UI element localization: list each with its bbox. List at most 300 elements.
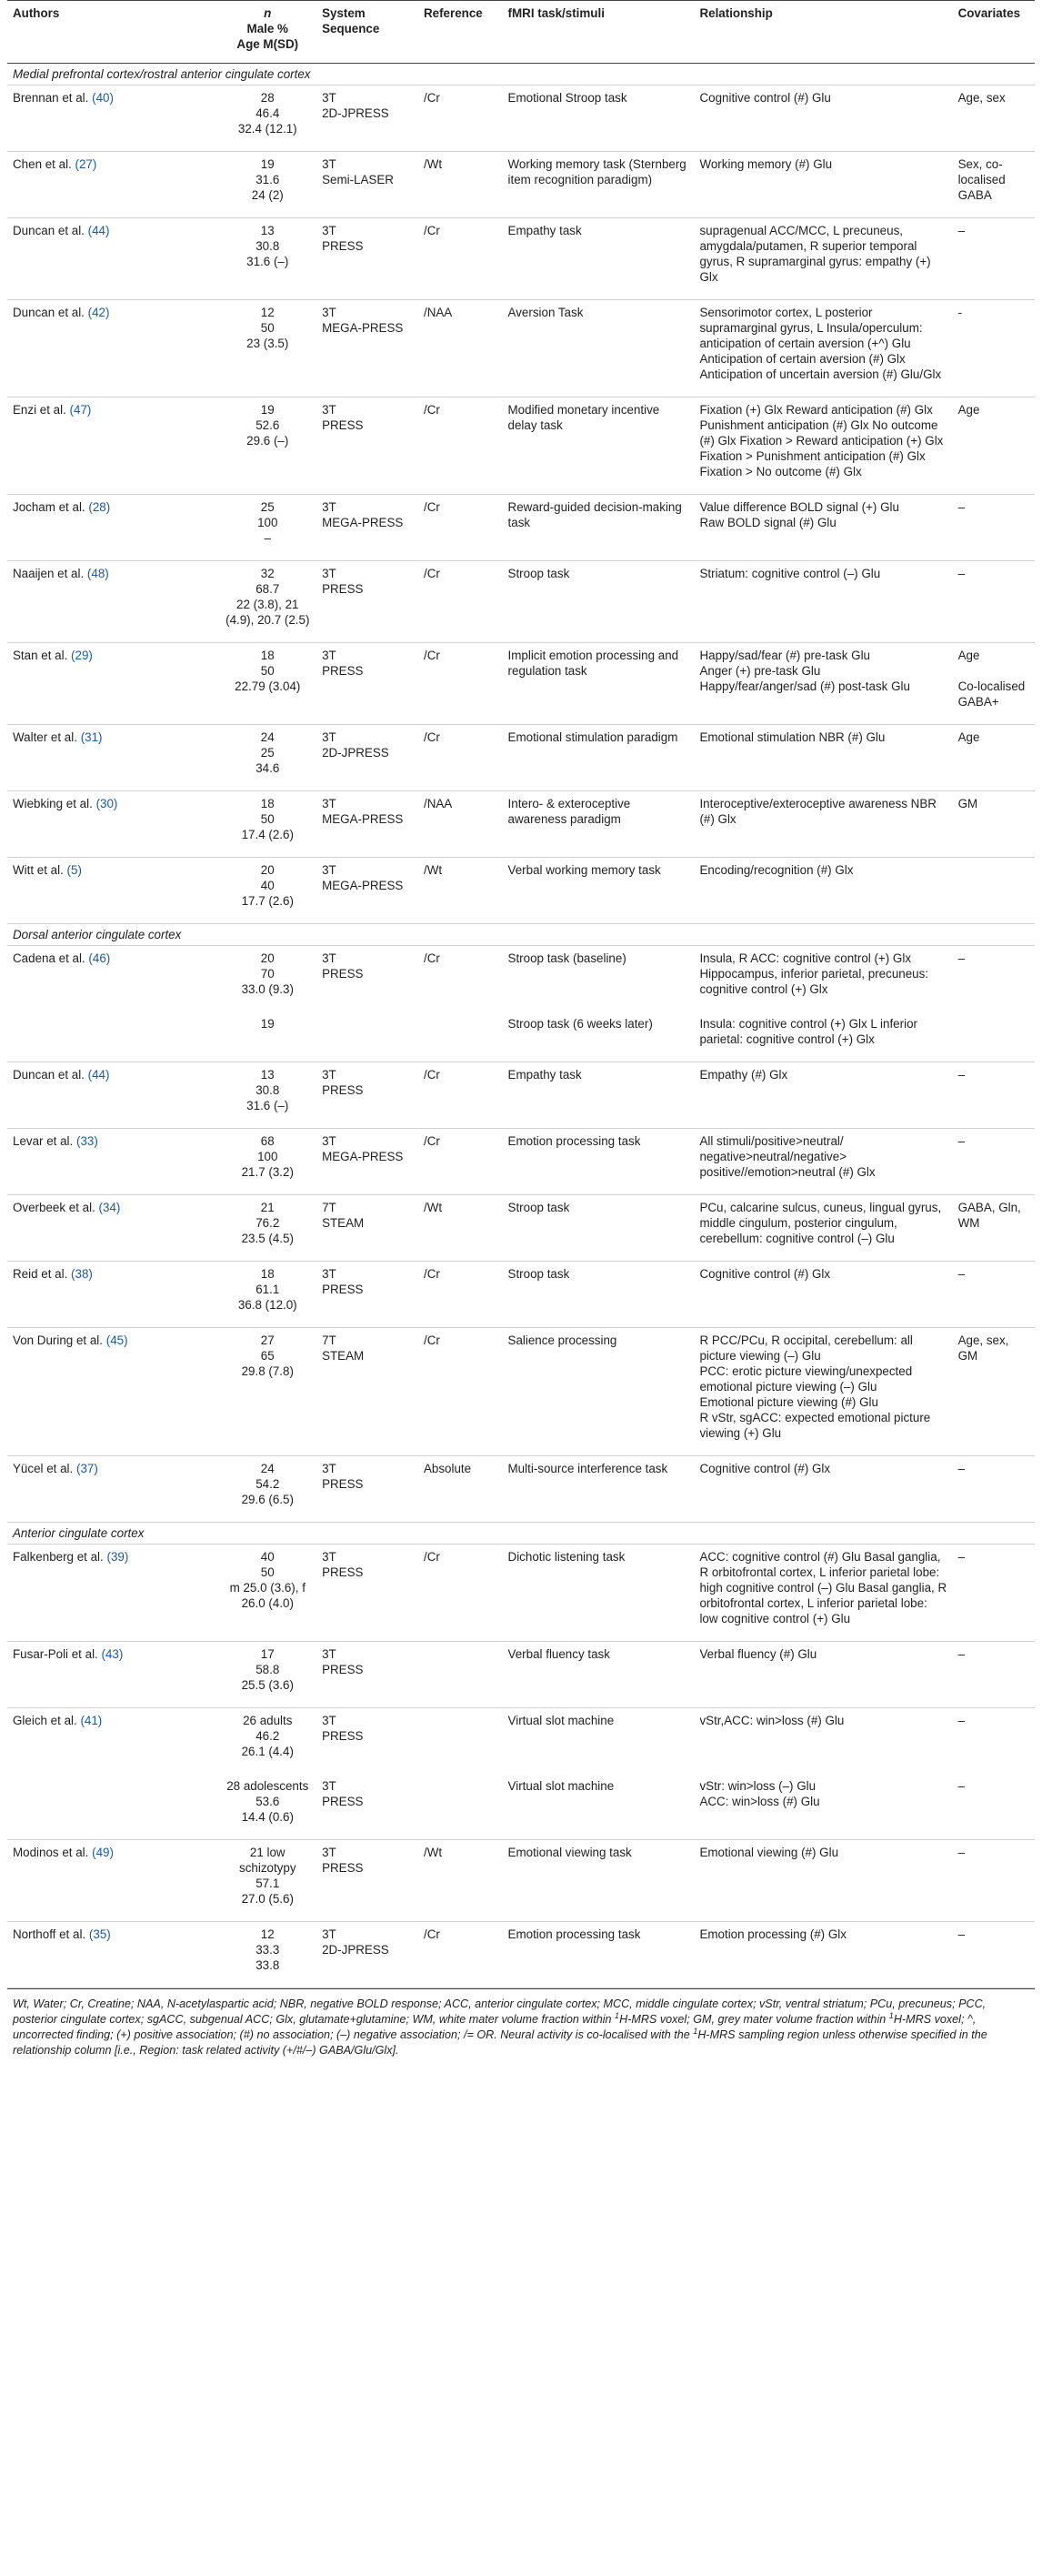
cell-sample (218, 1456, 316, 1523)
author-name: Brennan et al. (13, 91, 89, 105)
cell-relationship: Emotional stimulation NBR (#) Glu (694, 725, 952, 791)
cell-system (316, 791, 418, 858)
cell-system (316, 300, 418, 397)
cell-reference: /Cr (418, 495, 503, 561)
citation-link[interactable]: (39) (106, 1550, 129, 1564)
cell-relationship: vStr: win>loss (–) Glu ACC: win>loss (#) Glu (694, 1774, 952, 1840)
cell-system (316, 1195, 418, 1262)
citation-link[interactable]: (37) (75, 1462, 98, 1475)
cell-author (7, 397, 218, 495)
system-field: 3T (322, 951, 336, 965)
header-n: n (264, 6, 272, 20)
system-field: 7T (322, 1201, 336, 1214)
sequence-field: MEGA-PRESS (322, 516, 404, 529)
footnote-sup1: 1 (615, 2010, 620, 2020)
cell-covariates: GABA, Gln, WM (953, 1195, 1035, 1262)
cell-covariates: Sex, co-localised GABA (953, 152, 1035, 218)
cell-system (316, 1922, 418, 1988)
cell-system (316, 1062, 418, 1129)
sequence-field: 2D-JPRESS (322, 106, 389, 120)
citation-link[interactable]: (35) (88, 1927, 111, 1941)
cell-system (316, 86, 418, 152)
sample-n: 19 (260, 157, 275, 171)
system-field: 3T (322, 403, 336, 417)
cell-author (7, 1129, 218, 1195)
header-sequence-label: Sequence (322, 22, 380, 35)
citation-link[interactable]: (28) (88, 500, 111, 514)
table-row (7, 86, 1035, 152)
cell-author (7, 1062, 218, 1129)
table-row (7, 1129, 1035, 1195)
footnote-part1: Wt, Water; Cr, Creatine; NAA, N-acetylaspartic acid; NBR, negative BOLD response; ACC, anterior cingulate cortex; MCC, middle cingulate cortex; vStr, ventral striatum; PCu, precuneus; PCC, posterior cingulate cortex; sgACC, subgenual ACC; Glx, glutamate+glutamine; WM, white mater volume fraction within (13, 1997, 987, 2026)
system-field: 3T (322, 649, 336, 662)
cell-sample (218, 300, 316, 397)
section-row (7, 64, 1035, 86)
cell-relationship: ACC: cognitive control (#) Glu Basal ganglia, R orbitofrontal cortex, L inferior parietal lobe: high cognitive control (–) Glu Basal ganglia, R orbitofrontal cortex, L inferior parietal lobe: low cognitive control (+) Glu (694, 1545, 952, 1642)
sequence-field: PRESS (322, 664, 364, 678)
cell-reference: /Cr (418, 397, 503, 495)
table-row (7, 858, 1035, 924)
sample-age: 23 (3.5) (246, 337, 289, 350)
sample-male-pct: 50 (260, 1565, 275, 1579)
author-name: Wiebking et al. (13, 797, 93, 810)
cell-system (316, 397, 418, 495)
cell-covariates: – (953, 1545, 1035, 1642)
cell-relationship: Working memory (#) Glu (694, 152, 952, 218)
citation-link[interactable]: (48) (86, 567, 109, 580)
citation-link[interactable]: (5) (66, 863, 82, 877)
cell-reference: /NAA (418, 300, 503, 397)
author-name: Duncan et al. (13, 224, 85, 237)
header-authors: Authors (7, 1, 218, 64)
table-row (7, 561, 1035, 643)
sample-n: 40 (260, 1550, 275, 1564)
sample-male-pct: 100 (257, 1150, 278, 1163)
system-field: 3T (322, 1927, 336, 1941)
cell-reference: Absolute (418, 1456, 503, 1523)
table-row (7, 1328, 1035, 1456)
system-field: 3T (322, 224, 336, 237)
sequence-field: PRESS (322, 1861, 364, 1875)
citation-link[interactable]: (30) (95, 797, 118, 810)
cell-reference: /Cr (418, 1545, 503, 1642)
author-name: Witt et al. (13, 863, 64, 877)
sample-age: 14.4 (0.6) (241, 1810, 294, 1824)
cell-author (7, 1708, 218, 1775)
cell-relationship: Cognitive control (#) Glu (694, 86, 952, 152)
table-row (7, 1262, 1035, 1328)
results-table (7, 0, 1035, 1988)
author-name: Gleich et al. (13, 1714, 77, 1727)
sample-n: 19 (260, 1017, 275, 1031)
cell-sample (218, 1062, 316, 1129)
sample-male-pct: 46.2 (255, 1729, 280, 1743)
cell-task: Stroop task (503, 1195, 695, 1262)
table-row (7, 1642, 1035, 1708)
cell-relationship: Insula, R ACC: cognitive control (+) Glx Hippocampus, inferior parietal, precuneus: cognitive control (+) Glx (699, 951, 929, 996)
citation-link[interactable]: (27) (75, 157, 97, 171)
section-title: Dorsal anterior cingulate cortex (7, 924, 1035, 946)
footnote-part4: H-MRS sampling region unless otherwise specified in the relationship column [i.e., Region: task related activity (+/#/–) GABA/Glu/Glx]. (13, 2028, 987, 2057)
cell-system (316, 218, 418, 300)
cell-covariates: – (957, 951, 966, 965)
cell-sample (218, 1545, 316, 1642)
author-name: Stan et al. (13, 649, 68, 662)
cell-task: Virtual slot machine (507, 1714, 615, 1727)
cell-sample (218, 725, 316, 791)
header-reference: Reference (418, 1, 503, 64)
cell-author (7, 495, 218, 561)
author-name: Jocham et al. (13, 500, 85, 514)
sample-age: 27.0 (5.6) (241, 1892, 294, 1906)
system-field: 3T (322, 1550, 336, 1564)
sequence-field: PRESS (322, 1283, 364, 1296)
cell-system (316, 152, 418, 218)
author-name: Naaijen et al. (13, 567, 85, 580)
cell-sample (218, 1195, 316, 1262)
cell-sample (218, 858, 316, 924)
cell-author (7, 1922, 218, 1988)
section-title: Medial prefrontal cortex/rostral anterior cingulate cortex (7, 64, 1035, 86)
cell-author (7, 1642, 218, 1708)
cell-covariates: – (953, 218, 1035, 300)
sample-age: 29.8 (7.8) (241, 1364, 294, 1378)
citation-link[interactable]: (47) (69, 403, 92, 417)
system-field: 3T (322, 91, 336, 105)
author-name: Walter et al. (13, 730, 77, 744)
system-field: 3T (322, 157, 336, 171)
sample-n: 13 (260, 1068, 275, 1082)
cell-system (316, 1129, 418, 1195)
cell-covariates: – (953, 1840, 1035, 1922)
sample-age: 23.5 (4.5) (241, 1232, 294, 1245)
cell-task: Emotional viewing task (503, 1840, 695, 1922)
cell-sample (218, 1262, 316, 1328)
cell-covariates: – (953, 561, 1035, 643)
sample-male-pct: 50 (260, 812, 275, 826)
cell-reference: /Wt (418, 1840, 503, 1922)
sample-age: 36.8 (12.0) (237, 1298, 297, 1312)
section-title: Anterior cingulate cortex (7, 1523, 1035, 1545)
citation-link[interactable]: (49) (92, 1846, 114, 1859)
system-field: 3T (322, 730, 336, 744)
sample-age: 34.6 (255, 761, 280, 775)
citation-link[interactable]: (33) (75, 1134, 98, 1148)
footnote-part3: H-MRS voxel; ^, uncorrected finding; (+) positive association; (#) no association; (–) negative association; /= OR. Neural activity is co-localised with the (13, 2013, 977, 2041)
cell-relationship: Cognitive control (#) Glx (694, 1456, 952, 1523)
cell-covariates: – (953, 1262, 1035, 1328)
system-field: 3T (322, 500, 336, 514)
cell-reference (418, 1011, 503, 1062)
cell-task: Emotional Stroop task (503, 86, 695, 152)
cell-relationship: Interoceptive/exteroceptive awareness NBR (#) Glx (694, 791, 952, 858)
cell-covariates: Age (953, 725, 1035, 791)
sequence-field: STEAM (322, 1216, 365, 1230)
sample-age: 31.6 (–) (246, 1099, 289, 1112)
sequence-field: STEAM (322, 1349, 365, 1363)
sequence-field: PRESS (322, 967, 364, 981)
sample-male-pct: 65 (260, 1349, 275, 1363)
sequence-field: Semi-LASER (322, 173, 394, 186)
cell-system (316, 1328, 418, 1456)
cell-relationship: Insula: cognitive control (+) Glx L inferior parietal: cognitive control (+) Glx (694, 1011, 952, 1062)
system-field: 3T (322, 567, 336, 580)
sample-n: 20 (260, 951, 275, 965)
cell-task: Emotion processing task (503, 1129, 695, 1195)
sample-n: 20 (260, 863, 275, 877)
citation-link[interactable]: (43) (101, 1647, 124, 1661)
cell-author (7, 1840, 218, 1922)
author-name: Overbeek et al. (13, 1201, 95, 1214)
cell-author (7, 1456, 218, 1523)
cell-task: Empathy task (503, 218, 695, 300)
cell-sample (218, 86, 316, 152)
cell-system (316, 561, 418, 643)
cell-covariates: – (953, 1129, 1035, 1195)
sample-age: 25.5 (3.6) (241, 1678, 294, 1692)
cell-relationship: All stimuli/positive>neutral/ negative>neutral/negative> positive//emotion>neutral (#) Glx (694, 1129, 952, 1195)
header-covariates: Covariates (953, 1, 1035, 64)
footnote-part2: H-MRS voxel; GM, grey mater volume fraction within (619, 2013, 889, 2026)
author-name: Duncan et al. (13, 1068, 85, 1082)
cell-relationship: vStr,ACC: win>loss (#) Glu (699, 1714, 845, 1727)
cell-author (7, 300, 218, 397)
citation-link[interactable]: (46) (88, 951, 111, 965)
cell-covariates: – (953, 1642, 1035, 1708)
sample-age: 22 (3.8), 21 (4.9), 20.7 (2.5) (225, 598, 310, 627)
cell-task: Implicit emotion processing and regulation task (503, 643, 695, 725)
system-field: 3T (322, 1267, 336, 1281)
author-name: Fusar-Poli et al. (13, 1647, 98, 1661)
sequence-field: 2D-JPRESS (322, 1943, 389, 1957)
table-footnote (7, 1988, 1035, 2058)
sample-n: 24 (260, 1462, 275, 1475)
sample-age: 17.7 (2.6) (241, 894, 294, 908)
sample-male-pct: 68.7 (255, 582, 280, 596)
cell-reference: /Cr (418, 86, 503, 152)
cell-task: Dichotic listening task (503, 1545, 695, 1642)
sample-n: 68 (260, 1134, 275, 1148)
table-row (7, 1708, 1035, 1775)
sample-male-pct: 30.8 (255, 239, 280, 253)
author-name: Falkenberg et al. (13, 1550, 104, 1564)
citation-link[interactable]: (31) (80, 730, 103, 744)
cell-covariates: – (953, 1062, 1035, 1129)
header-male: Male % (246, 22, 288, 35)
cell-task: Empathy task (503, 1062, 695, 1129)
citation-link[interactable]: (29) (71, 649, 93, 662)
cell-author (7, 86, 218, 152)
header-sample (218, 1, 316, 64)
cell-task: Virtual slot machine (503, 1774, 695, 1840)
cell-sample (218, 1774, 316, 1840)
cell-reference: /Cr (418, 643, 503, 725)
cell-reference: /Cr (418, 1062, 503, 1129)
cell-relationship: Cognitive control (#) Glx (694, 1262, 952, 1328)
table-row (7, 152, 1035, 218)
cell-task: Stroop task (503, 1262, 695, 1328)
sequence-field: PRESS (322, 1565, 364, 1579)
cell-system (316, 1774, 418, 1840)
author-name: Enzi et al. (13, 403, 66, 417)
cell-sample (218, 218, 316, 300)
system-field: 3T (322, 1714, 336, 1727)
cell-reference: /Cr (418, 725, 503, 791)
table-header (7, 1, 1035, 64)
cell-author (7, 1545, 218, 1642)
sequence-field: PRESS (322, 418, 364, 432)
sample-n: 17 (260, 1647, 275, 1661)
sequence-field: MEGA-PRESS (322, 321, 404, 335)
sequence-field: MEGA-PRESS (322, 1150, 404, 1163)
cell-covariates (953, 1011, 1035, 1062)
table-row (7, 397, 1035, 495)
sample-age: 29.6 (–) (246, 434, 289, 448)
system-field: 3T (322, 1462, 336, 1475)
table-row (7, 1456, 1035, 1523)
citation-link[interactable]: (40) (92, 91, 114, 105)
author-name: Von During et al. (13, 1333, 104, 1347)
sample-male-pct: 40 (260, 879, 275, 892)
cell-reference: /Cr (418, 1129, 503, 1195)
cell-sample (218, 152, 316, 218)
cell-relationship: Emotion processing (#) Glx (694, 1922, 952, 1988)
sample-male-pct: 57.1 (255, 1877, 280, 1890)
table-row (7, 1545, 1035, 1642)
cell-sample (218, 643, 316, 725)
sample-age: 21.7 (3.2) (241, 1165, 294, 1179)
sample-male-pct: 52.6 (255, 418, 280, 432)
sample-n: 25 (260, 500, 275, 514)
cell-task: Verbal working memory task (503, 858, 695, 924)
table-body (7, 64, 1035, 1988)
cell-sample (218, 1642, 316, 1708)
cell-relationship: Sensorimotor cortex, L posterior supramarginal gyrus, L Insula/operculum: anticipation of certain aversion (+^) Glu Anticipation of certain aversion (#) Glx Anticipation of uncertain aversion (#) Glu/Glx (694, 300, 952, 397)
sequence-field: MEGA-PRESS (322, 812, 404, 826)
citation-link[interactable]: (44) (87, 224, 110, 237)
citation-link[interactable]: (34) (98, 1201, 121, 1214)
table-row (7, 1840, 1035, 1922)
citation-link[interactable]: (41) (80, 1714, 103, 1727)
cell-sample (218, 1922, 316, 1988)
table-row (7, 791, 1035, 858)
section-row (7, 924, 1035, 946)
system-field: 3T (322, 797, 336, 810)
cell-covariates: – (953, 495, 1035, 561)
sample-n: 21 low schizotypy (239, 1846, 296, 1875)
sample-n: 28 adolescents (226, 1779, 309, 1793)
header-system-label: System (322, 6, 366, 20)
cell-system (316, 495, 418, 561)
cell-task: Stroop task (503, 561, 695, 643)
cell-sample (218, 1129, 316, 1195)
sample-male-pct: 30.8 (255, 1083, 280, 1097)
sample-n: 27 (260, 1333, 275, 1347)
cell-system (316, 1456, 418, 1523)
cell-sample (218, 1840, 316, 1922)
sequence-field: PRESS (322, 239, 364, 253)
author-name: Levar et al. (13, 1134, 74, 1148)
cell-system (316, 1642, 418, 1708)
cell-relationship: Value difference BOLD signal (+) Glu Raw BOLD signal (#) Glu (694, 495, 952, 561)
cell-task: Intero- & exteroceptive awareness paradigm (503, 791, 695, 858)
table-row (7, 300, 1035, 397)
cell-covariates: GM (953, 791, 1035, 858)
cell-author (7, 1328, 218, 1456)
sample-age: 24 (2) (251, 188, 284, 202)
cell-system (316, 946, 418, 1012)
cell-covariates: – (957, 1714, 966, 1727)
author-name: Duncan et al. (13, 306, 85, 319)
sequence-field: PRESS (322, 1729, 364, 1743)
sample-age: 17.4 (2.6) (241, 828, 294, 841)
sample-age: 31.6 (–) (246, 255, 289, 268)
cell-relationship: PCu, calcarine sulcus, cuneus, lingual gyrus, middle cingulum, posterior cingulum, cerebellum: cognitive control (–) Glu (694, 1195, 952, 1262)
sequence-field: PRESS (322, 1795, 364, 1808)
sample-age: 32.4 (12.1) (237, 122, 297, 136)
cell-covariates: Age, sex (953, 86, 1035, 152)
cell-covariates: – (953, 1456, 1035, 1523)
cell-reference: /Cr (418, 1328, 503, 1456)
author-name: Yücel et al. (13, 1462, 74, 1475)
citation-link[interactable]: (45) (105, 1333, 128, 1347)
cell-system (316, 1708, 418, 1775)
cell-relationship: Striatum: cognitive control (–) Glu (694, 561, 952, 643)
cell-system (316, 1840, 418, 1922)
cell-reference: /NAA (418, 791, 503, 858)
table-row (7, 218, 1035, 300)
citation-link[interactable]: (42) (87, 306, 110, 319)
sample-n: 32 (260, 567, 275, 580)
sample-n: 13 (260, 224, 275, 237)
table-row (7, 725, 1035, 791)
cell-sample (218, 561, 316, 643)
cell-task: Salience processing (503, 1328, 695, 1456)
cell-reference: /Wt (418, 858, 503, 924)
cell-sample (218, 1011, 316, 1062)
section-row (7, 1523, 1035, 1545)
cell-system (316, 725, 418, 791)
cell-reference: /Cr (418, 561, 503, 643)
cell-author (7, 1011, 218, 1062)
cell-reference (418, 1642, 503, 1708)
sequence-field: MEGA-PRESS (322, 879, 404, 892)
cell-reference: /Cr (418, 1922, 503, 1988)
cell-relationship: Empathy (#) Glx (694, 1062, 952, 1129)
system-field: 3T (322, 1779, 336, 1793)
cell-task: Reward-guided decision-making task (503, 495, 695, 561)
cell-task: Emotion processing task (503, 1922, 695, 1988)
system-field: 3T (322, 1068, 336, 1082)
header-system (316, 1, 418, 64)
cell-reference (418, 1708, 503, 1775)
cell-sample (218, 791, 316, 858)
cell-task: Stroop task (6 weeks later) (503, 1011, 695, 1062)
cell-system (316, 858, 418, 924)
sample-male-pct: 50 (260, 664, 275, 678)
citation-link[interactable]: (38) (71, 1267, 93, 1281)
footnote-sup2: 1 (888, 2010, 894, 2020)
sample-age: 22.79 (3.04) (235, 679, 301, 693)
sequence-field: PRESS (322, 1477, 364, 1491)
table-row (7, 1011, 1035, 1062)
sample-n: 18 (260, 649, 275, 662)
citation-link[interactable]: (44) (87, 1068, 110, 1082)
sample-male-pct: 25 (260, 746, 275, 760)
sequence-field: PRESS (322, 1083, 364, 1097)
sample-male-pct: 53.6 (255, 1795, 280, 1808)
cell-author (7, 643, 218, 725)
